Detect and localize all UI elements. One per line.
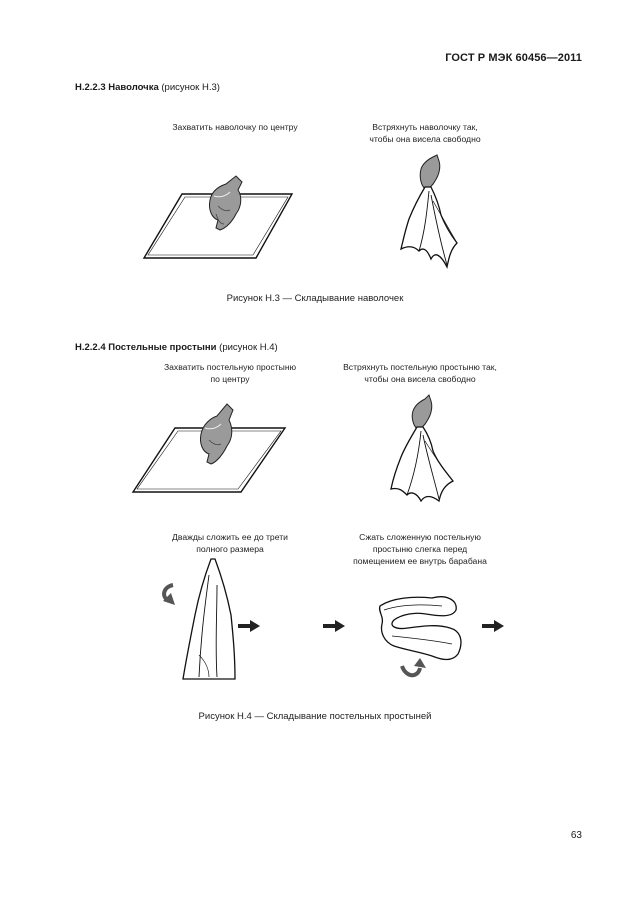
section-h3-ref: (рисунок H.3)	[161, 82, 220, 93]
section-h4-number: H.2.2.4	[75, 342, 106, 353]
h4-hanging-sheet-illustration	[385, 395, 465, 507]
h4-step2-caption	[320, 361, 520, 385]
hand-icon	[420, 155, 440, 189]
right-arrow-icon	[323, 620, 345, 632]
h3-step2-line1: Встряхнуть наволочку так,	[372, 122, 478, 132]
hand-icon	[412, 395, 432, 429]
section-h3-title: Наволочка	[108, 82, 159, 93]
rotate-arrow-icon	[163, 585, 175, 605]
right-arrow-icon	[238, 620, 260, 632]
h4-step2-line2: чтобы она висела свободно	[364, 374, 476, 384]
h4-step2-line1: Встряхнуть постельную простыню так,	[343, 362, 497, 372]
h4-step1-line1: Захватить постельную простыню	[163, 362, 297, 372]
h3-step2-line2: чтобы она висела свободно	[369, 134, 481, 144]
h4-step3-line2: полного размера	[196, 544, 264, 554]
h4-step3-line1: Дважды сложить ее до трети	[172, 532, 288, 542]
h4-flat-sheet-illustration	[125, 398, 295, 496]
compressed-sheet-shape	[380, 597, 461, 660]
h3-flat-pillowcase-illustration	[138, 170, 298, 262]
h3-hanging-pillowcase-illustration	[395, 155, 465, 275]
h3-step1-text: Захватить наволочку по центру	[172, 122, 298, 132]
document-standard-header: ГОСТ Р МЭК 60456—2011	[445, 52, 582, 64]
h4-step4-caption	[320, 531, 520, 567]
section-h4-title: Постельные простыни	[108, 342, 217, 353]
h3-step2-caption	[340, 121, 510, 145]
page-number: 63	[570, 830, 582, 841]
figure-h4-caption: Рисунок H.4 — Складывание постельных простыней	[198, 711, 432, 722]
h4-step4-line2: простыню слегка перед	[372, 544, 468, 554]
hanging-sheet-shape	[391, 427, 453, 501]
section-h3-number: H.2.2.3	[75, 82, 106, 93]
hanging-pillowcase-shape	[401, 187, 457, 267]
h4-step1-line2: по центру	[210, 374, 250, 384]
rotate-arrow-icon	[402, 658, 426, 675]
section-h3-heading	[75, 82, 220, 93]
right-arrow-icon	[482, 620, 504, 632]
h4-compressed-sheet-illustration	[372, 590, 472, 685]
figure-h3-caption: Рисунок H.3 — Складывание наволочек	[226, 293, 404, 304]
h4-step3-caption	[140, 531, 320, 555]
h3-step1-caption	[150, 121, 320, 133]
h4-step4-line1: Сжать сложенную постельную	[359, 532, 481, 542]
section-h4-ref: (рисунок H.4)	[219, 342, 278, 353]
h4-step4-line3: помещением ее внутрь барабана	[353, 556, 487, 566]
h4-folded-sheet-illustration	[155, 555, 245, 685]
section-h4-heading	[75, 342, 278, 353]
h4-step1-caption	[140, 361, 320, 385]
